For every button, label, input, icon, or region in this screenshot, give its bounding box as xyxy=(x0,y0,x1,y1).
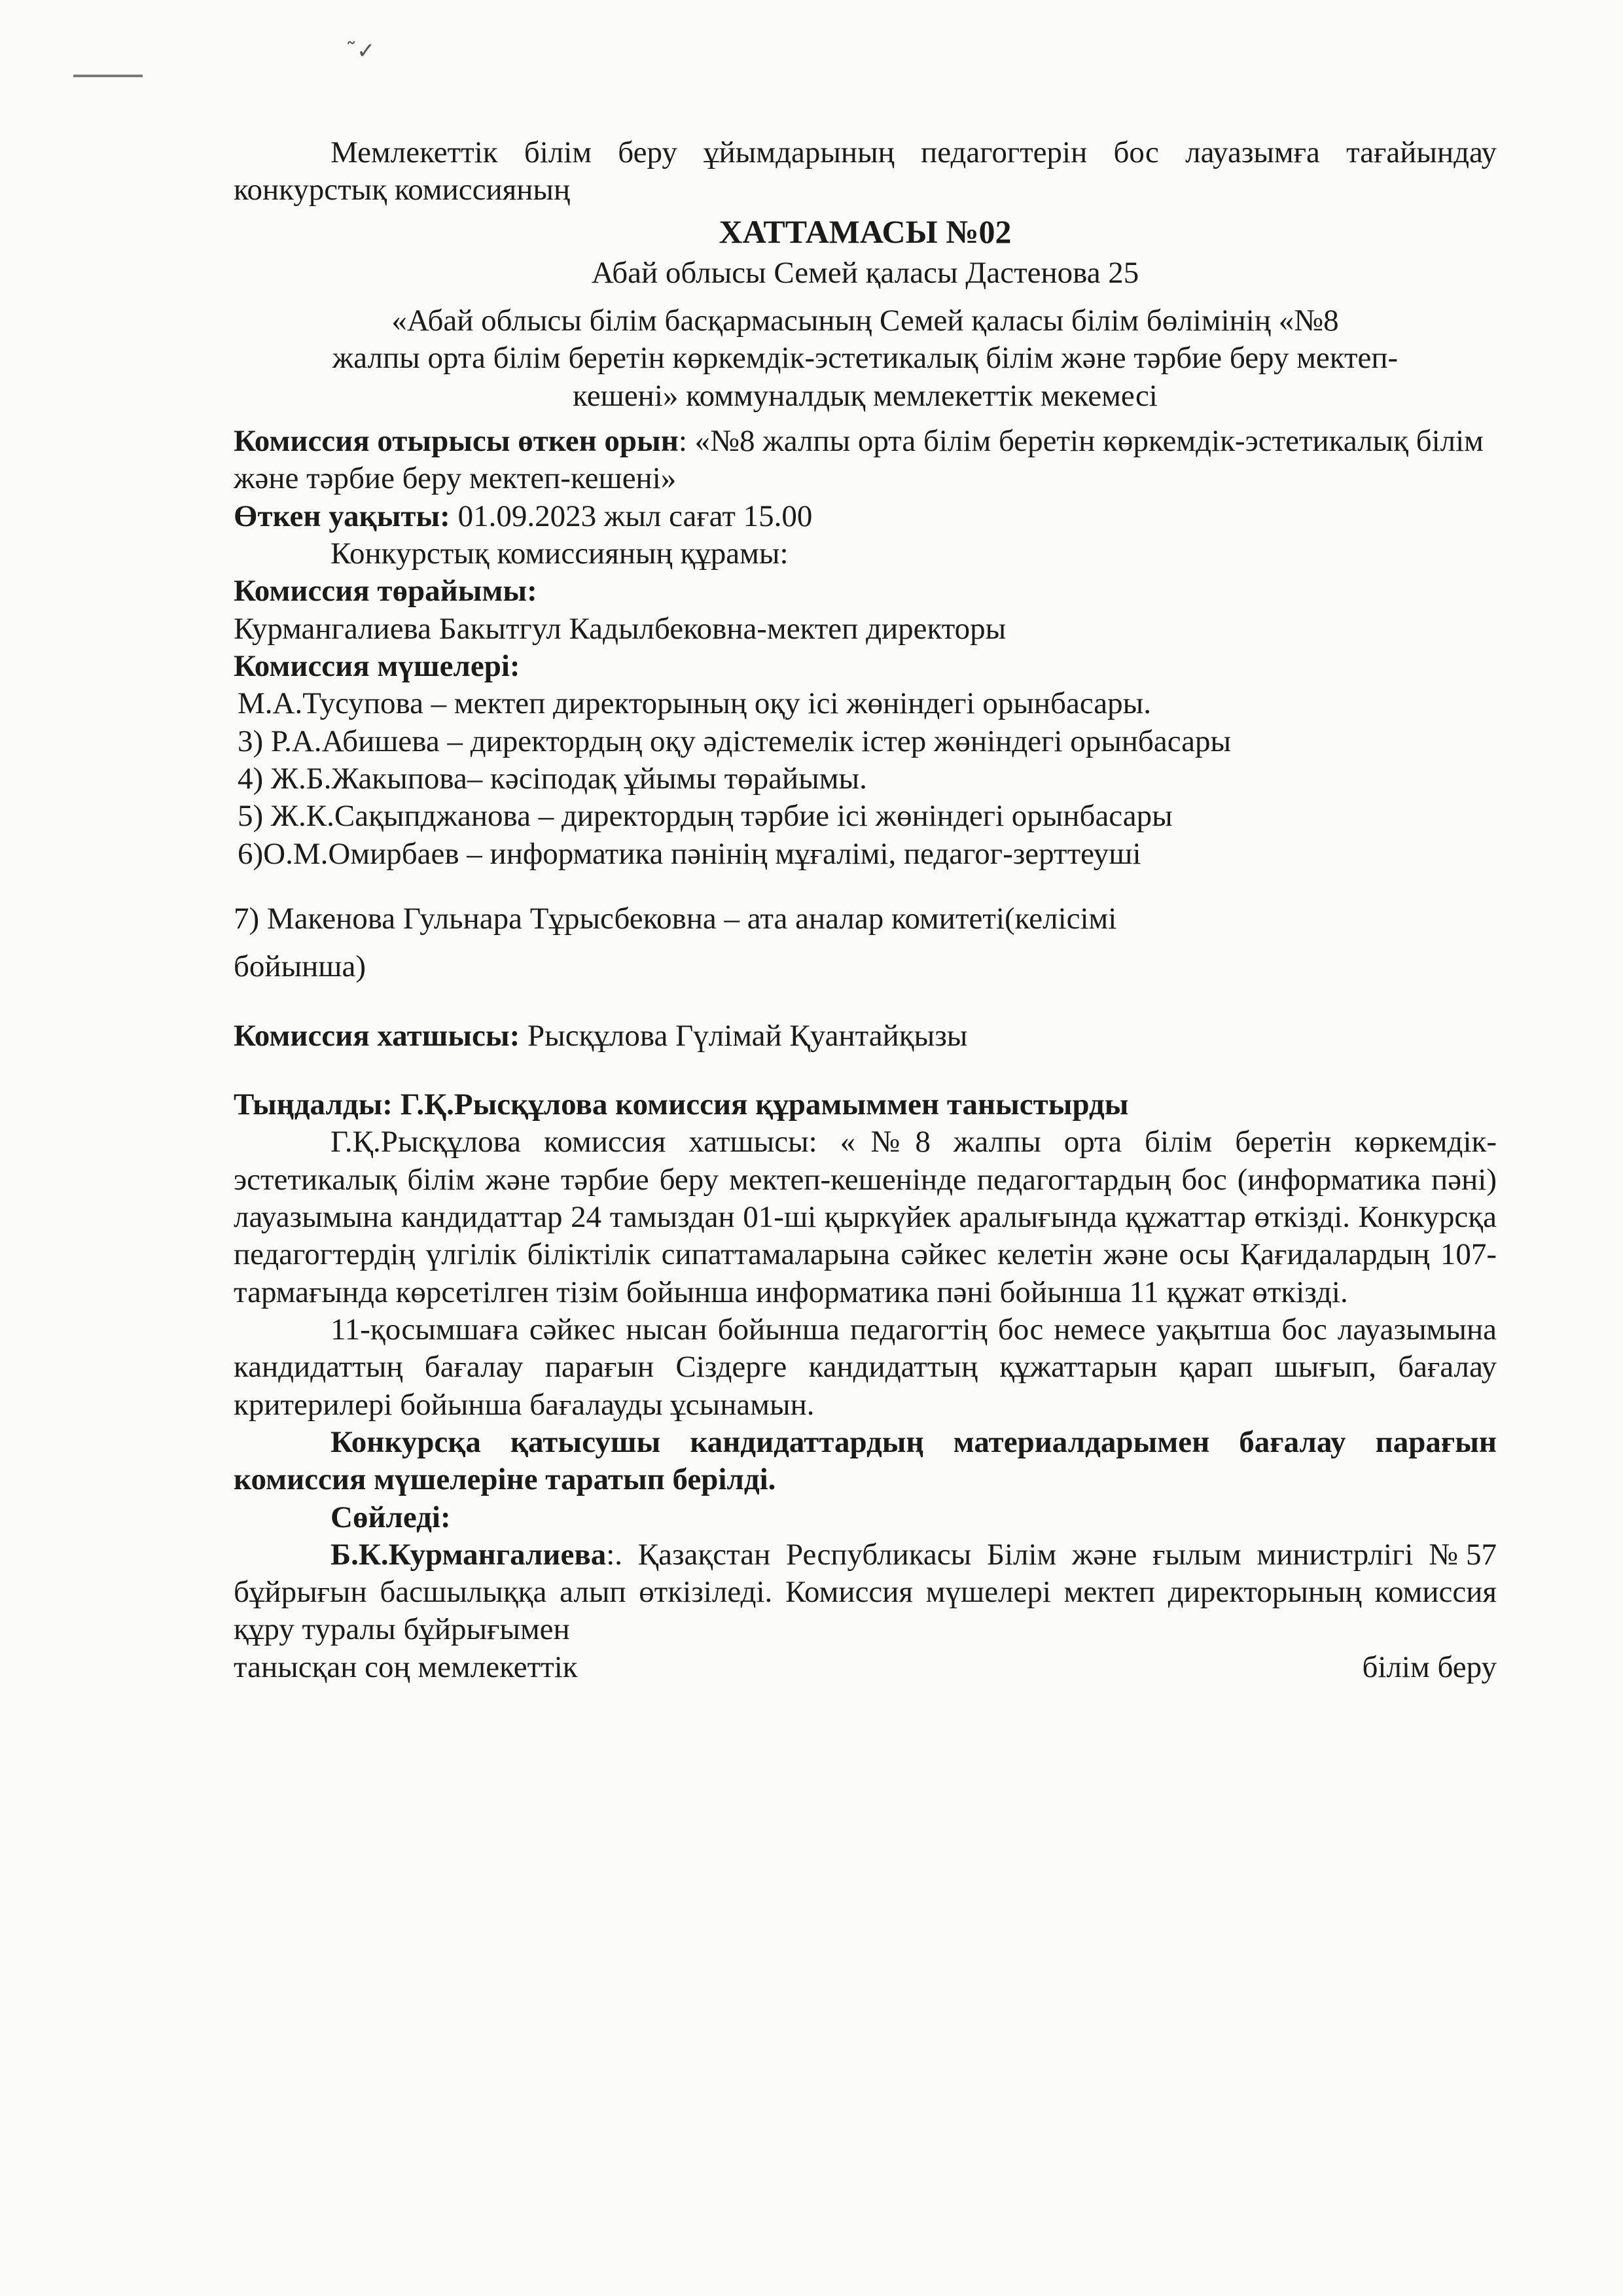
heard-text: Тыңдалды: Г.Қ.Рысқұлова комиссия құрамыммен таныстырды xyxy=(234,1087,1129,1122)
speech-end-left: танысқан соң мемлекеттік xyxy=(234,1650,578,1684)
secretary-label: Комиссия хатшысы: xyxy=(234,1018,520,1053)
paragraph-3-text: Конкурсқа қатысушы кандидаттардың материалдарымен бағалау парағын комиссия мүшелеріне таратып берілді. xyxy=(234,1424,1497,1497)
paragraph-2: 11-қосымшаға сәйкес нысан бойынша педагогтің бос немесе уақытша бос лауазымына кандидаттың бағалау парағын Сіздерге кандидаттың құжаттарын қарап шығып, бағалау критерилері бойынша бағалауды ұсынамын. xyxy=(234,1312,1497,1422)
member-item: 5) Ж.К.Сақыпджанова – директордың тәрбие ісі жөніндегі орынбасары xyxy=(238,799,1173,834)
time-value: 01.09.2023 жыл сағат 15.00 xyxy=(450,499,813,533)
speech-last-line xyxy=(234,1649,1497,1686)
speaker-name: Б.К.Курмангалиева xyxy=(330,1537,607,1572)
chair-label-text: Комиссия төрайымы: xyxy=(234,574,537,609)
paragraph-1: Г.Қ.Рысқұлова комиссия хатшысы: «№8 жалпы орта білім беретін көркемдік-эстетикалық білім және тәрбие беру мектеп-кешенінде педагогтардың бос (информатика пәні) лауазымына кандидаттар 24 тамыздан 01-ші қыркүйек аралығында құжаттар өткізді. Конкурсқа педагогтердің үлгілік біліктілік сипаттамаларына сәйкес келетін және осы Қағидалардың 107-тармағында көрсетілген тізім бойынша информатика пәні бойынша 11 құжат өткізді. xyxy=(234,1125,1497,1309)
intro-text: Мемлекеттік білім беру ұйымдарының педагогтерін бос лауазымға тағайындау конкурстық комиссияның xyxy=(234,135,1497,207)
composition-heading: Конкурстық комиссияның құрамы: xyxy=(330,536,789,571)
speech-text: :. Қазақстан Республикасы Білім және ғылым министрлігі №57 бұйрығын басшылыққа алып өткізіледі. Комиссия мүшелері мектеп директорының комиссия құру туралы бұйрығымен xyxy=(234,1537,1497,1647)
member-item: 6)О.М.Омирбаев – информатика пәнінің мұғалімі, педагог-зерттеуші xyxy=(238,836,1141,871)
document-title: ХАТТАМАСЫ №02 xyxy=(719,213,1012,250)
scan-mark-dot: ˜✓ xyxy=(346,38,376,64)
spoke-heading xyxy=(234,1499,1497,1536)
members-label xyxy=(234,648,1497,685)
member-item: М.А.Тусупова – мектеп директорының оқу ісі жөніндегі орынбасары. xyxy=(238,686,1151,721)
place-value: : «№8 жалпы орта білім беретін көркемдік-эстетикалық білім және тәрбие беру мектеп-кешені» xyxy=(234,423,1484,496)
speech-paragraph xyxy=(234,1536,1497,1649)
members-label-text: Комиссия мүшелері: xyxy=(234,648,520,683)
document-page xyxy=(234,134,1497,1686)
paragraph-3 xyxy=(234,1424,1497,1499)
heard-heading xyxy=(234,1086,1497,1123)
meeting-time xyxy=(234,498,1497,535)
member-7-line-2: бойынша) xyxy=(234,949,366,984)
member-7-line-1: 7) Макенова Гульнара Тұрысбековна – ата аналар комитеті(келісімі xyxy=(234,901,1117,936)
org-line-1: «Абай облысы білім басқармасының Семей қаласы білім бөлімінің «№8 xyxy=(391,303,1339,338)
chair-name: Курмангалиева Бакытгул Кадылбековна-мектеп директоры xyxy=(234,611,1007,646)
spoke-text: Сөйледі: xyxy=(330,1500,451,1534)
speech-end-right: білім беру xyxy=(1362,1650,1497,1684)
org-line-2: жалпы орта білім беретін көркемдік-эстетикалық білім және тәрбие беру мектеп- xyxy=(332,341,1399,376)
secretary xyxy=(234,1017,1497,1055)
member-item: 4) Ж.Б.Жакыпова– кәсіподақ ұйымы төрайымы. xyxy=(238,761,867,796)
meeting-place xyxy=(234,423,1497,498)
scan-mark-line xyxy=(73,75,143,77)
chair-label xyxy=(234,573,1497,610)
org-line-3: кешені» коммуналдық мемлекеттік мекемесі xyxy=(573,378,1158,413)
place-label: Комиссия отырысы өткен орын xyxy=(234,423,679,458)
address: Абай облысы Семей қаласы Дастенова 25 xyxy=(591,255,1139,290)
time-label: Өткен уақыты: xyxy=(234,499,450,533)
member-item: 3) Р.А.Абишева – директордың оқу әдістемелік істер жөніндегі орынбасары xyxy=(238,724,1232,758)
secretary-name: Рысқұлова Гүлімай Қуантайқызы xyxy=(520,1018,968,1053)
